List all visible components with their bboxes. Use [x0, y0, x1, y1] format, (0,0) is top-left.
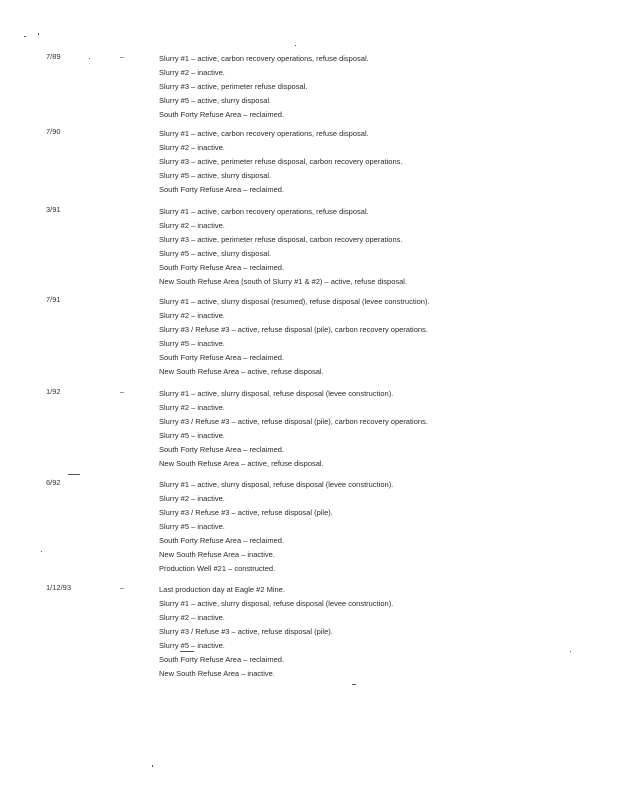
entry-date: 3/91: [46, 205, 61, 214]
entry-line: Slurry #5 – inactive.: [159, 339, 225, 348]
entry-line: Slurry #2 – inactive.: [159, 494, 225, 503]
entry-line: South Forty Refuse Area – reclaimed.: [159, 110, 285, 119]
entry-line: Slurry #5 – inactive.: [159, 522, 225, 531]
entry-line: Slurry #5 – inactive.: [159, 641, 225, 650]
entry-line: Slurry #1 – active, slurry disposal (resumed), refuse disposal (levee construction).: [159, 297, 430, 306]
entry-date: 1/12/93: [46, 583, 72, 592]
scan-speck: [38, 33, 39, 35]
scan-speck: [570, 651, 571, 652]
entry-line: Slurry #3 / Refuse #3 – active, refuse disposal (pile).: [159, 627, 333, 636]
entry-date: 7/90: [46, 127, 61, 136]
entry-line: New South Refuse Area – active, refuse disposal.: [159, 459, 324, 468]
entry-line: Slurry #3 / Refuse #3 – active, refuse disposal (pile), carbon recovery operations.: [159, 417, 428, 426]
entry-line: New South Refuse Area – inactive.: [159, 550, 275, 559]
entry-line: Slurry #5 – active, slurry disposal.: [159, 96, 272, 105]
scan-speck: [68, 474, 80, 475]
entry-lines: [159, 295, 430, 379]
entry-date: 1/92: [46, 387, 61, 396]
entry-line: South Forty Refuse Area – reclaimed.: [159, 353, 285, 362]
entry-line: Production Well #21 – constructed.: [159, 564, 276, 573]
entry-dash: –: [120, 387, 125, 396]
entry-line: South Forty Refuse Area – reclaimed.: [159, 445, 285, 454]
entry-line: Slurry #1 – active, carbon recovery operations, refuse disposal.: [159, 207, 369, 216]
entry-line: Slurry #2 – inactive.: [159, 403, 225, 412]
entry-date: 7/91: [46, 295, 61, 304]
entry-lines: [159, 127, 402, 197]
scan-speck: [152, 765, 153, 767]
entry-line: Slurry #3 / Refuse #3 – active, refuse disposal (pile).: [159, 508, 333, 517]
entry-line: Slurry #1 – active, slurry disposal, refuse disposal (levee construction).: [159, 389, 394, 398]
entry-date: 7/89: [46, 52, 61, 61]
entry-line: Slurry #5 – active, slurry disposal.: [159, 249, 272, 258]
entry-lines: [159, 387, 428, 471]
entry-line: South Forty Refuse Area – reclaimed.: [159, 263, 285, 272]
entry-line: Slurry #2 – inactive.: [159, 311, 225, 320]
entry-lines: [159, 583, 393, 681]
entry-line: Slurry #3 / Refuse #3 – active, refuse disposal (pile), carbon recovery operations.: [159, 325, 428, 334]
entry-line: Slurry #2 – inactive.: [159, 221, 225, 230]
scan-speck: [89, 58, 90, 59]
entry-dash: –: [120, 52, 125, 61]
entry-line: New South Refuse Area – active, refuse disposal.: [159, 367, 324, 376]
scan-speck: [180, 651, 194, 652]
entry-line: Slurry #1 – active, slurry disposal, refuse disposal (levee construction).: [159, 480, 394, 489]
entry-lines: [159, 478, 393, 576]
entry-line: Slurry #5 – active, slurry disposal.: [159, 171, 272, 180]
entry-line: Slurry #1 – active, slurry disposal, refuse disposal (levee construction).: [159, 599, 394, 608]
entry-line: Slurry #3 – active, perimeter refuse disposal, carbon recovery operations.: [159, 235, 403, 244]
entry-line: Slurry #3 – active, perimeter refuse disposal, carbon recovery operations.: [159, 157, 403, 166]
entry-line: Slurry #1 – active, carbon recovery operations, refuse disposal.: [159, 54, 369, 63]
scan-speck: [41, 551, 42, 552]
entry-line: Slurry #2 – inactive.: [159, 143, 225, 152]
scan-speck: [24, 36, 26, 37]
entry-line: Slurry #1 – active, carbon recovery operations, refuse disposal.: [159, 129, 369, 138]
entry-line: Last production day at Eagle #2 Mine.: [159, 585, 285, 594]
scan-speck: [295, 45, 296, 46]
entry-line: Slurry #3 – active, perimeter refuse disposal.: [159, 82, 308, 91]
entry-line: Slurry #2 – inactive.: [159, 68, 225, 77]
entry-line: Slurry #5 – inactive.: [159, 431, 225, 440]
entry-line: Slurry #2 – inactive.: [159, 613, 225, 622]
entry-line: New South Refuse Area – inactive.: [159, 669, 275, 678]
entry-line: South Forty Refuse Area – reclaimed.: [159, 655, 285, 664]
entry-dash: –: [120, 583, 125, 592]
scan-speck: [352, 684, 356, 685]
entry-line: New South Refuse Area (south of Slurry #1 & #2) – active, refuse disposal.: [159, 277, 408, 286]
entry-line: South Forty Refuse Area – reclaimed.: [159, 536, 285, 545]
entry-line: South Forty Refuse Area – reclaimed.: [159, 185, 285, 194]
entry-date: 6/92: [46, 478, 61, 487]
entry-lines: [159, 205, 407, 289]
entry-lines: [159, 52, 369, 122]
